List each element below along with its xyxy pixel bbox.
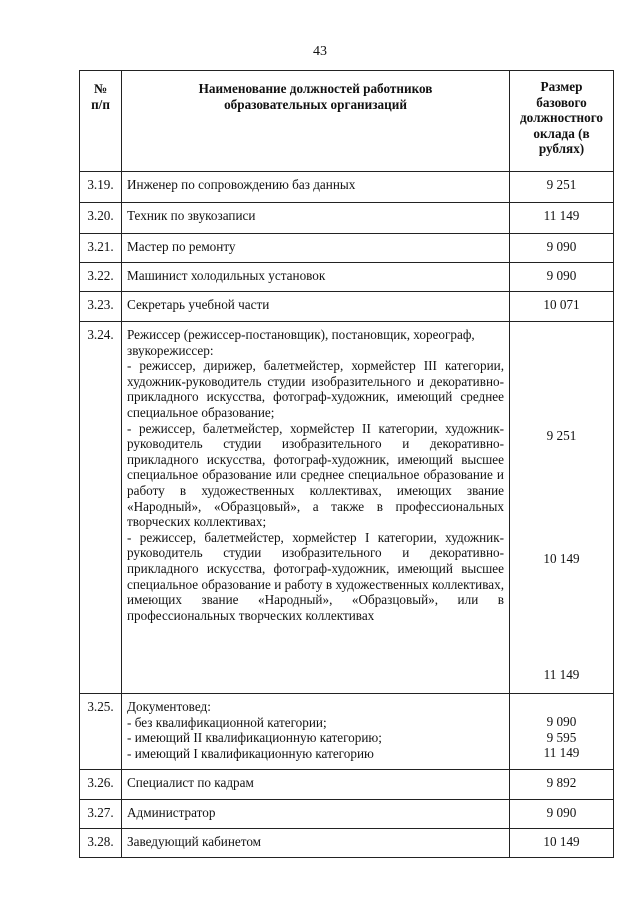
table-row [80,203,614,234]
row-item-1: - без квалификационной категории; [127,714,327,730]
row-num: 3.19. [80,172,122,203]
row-item-2: - имеющий II квалификационную категорию; [127,730,382,746]
table-row [80,263,614,292]
row-item-3: - имеющий I квалификационную категорию [127,745,374,761]
row-values-3-24 [510,322,614,694]
row-value: 11 149 [510,203,614,234]
row-value: 9 251 [510,172,614,203]
row-value: 10 149 [510,829,614,858]
row-value-3: 11 149 [543,745,580,761]
table-row [80,770,614,800]
row-num: 3.28. [80,829,122,858]
header-salary [510,71,614,172]
row-value: 9 892 [510,770,614,800]
row-value-1: 9 251 [546,428,577,443]
row-name-3-25 [122,694,510,770]
row-value-1: 9 090 [546,714,577,729]
row-item-2: - режиссер, балетмейстер, хормейстер II категории, художник-руководитель студии изобразительного и декоративно-прикладного искусства, фотограф-художник, имеющий высшее специальное образование или среднее специальное образование и работу в художественных коллективах, имеющих звание «Народный», «Образцовый», а также в профессиональных творческих коллективах; [127,420,504,530]
row-name: Секретарь учебной части [122,292,510,322]
row-value: 10 071 [510,292,614,322]
table-row-3-25 [80,694,614,770]
header-num-text: № п/п [91,81,110,112]
page-number: 43 [313,44,327,59]
table-row [80,829,614,858]
header-salary-text: Размер базового должностного оклада (в рублях) [519,79,604,157]
salary-table [79,70,614,858]
row-name: Специалист по кадрам [122,770,510,800]
row-num: 3.21. [80,234,122,263]
row-name-3-24 [122,322,510,694]
table-row-3-24 [80,322,614,694]
row-value: 9 090 [510,263,614,292]
row-values-3-25 [510,694,614,770]
header-name-text: Наименование должностей работников образовательных организаций [198,81,433,112]
row-num: 3.24. [80,322,122,694]
row-name: Мастер по ремонту [122,234,510,263]
row-value-2: 9 595 [546,729,577,745]
row-num: 3.26. [80,770,122,800]
table-row [80,292,614,322]
row-item-1: - режиссер, дирижер, балетмейстер, хормейстер III категории, художник-руководитель студии изобразительного и декоративно-прикладного искусства, фотограф-художник, имеющий среднее специальное образование; [127,358,504,420]
table-row [80,800,614,829]
row-num: 3.25. [80,694,122,770]
row-item-3: - режиссер, балетмейстер, хормейстер I категории, художник-руководитель студии изобразительного и декоративно-прикладного искусства, фотограф-художник, имеющий высшее специальное образование и работу в художественных коллективах, имеющих звание «Народный», «Образцовый», или в профессиональных творческих коллективах [127,529,504,623]
row-value-2: 10 149 [543,551,580,566]
row-intro: Режиссер (режиссер-постановщик), постановщик, хореограф, звукорежиссер: [127,327,475,358]
row-value-3: 11 149 [543,667,580,682]
row-num: 3.20. [80,203,122,234]
row-num: 3.22. [80,263,122,292]
table-row [80,234,614,263]
row-num: 3.27. [80,800,122,829]
header-name [122,71,510,172]
row-name: Инженер по сопровождению баз данных [122,172,510,203]
row-num: 3.23. [80,292,122,322]
table-row [80,172,614,203]
header-num [80,71,122,172]
table-header-row [80,71,614,172]
row-name: Техник по звукозаписи [122,203,510,234]
row-name: Машинист холодильных установок [122,263,510,292]
row-name: Заведующий кабинетом [122,829,510,858]
row-name: Администратор [122,800,510,829]
row-value: 9 090 [510,800,614,829]
row-value: 9 090 [510,234,614,263]
row-intro: Документовед: [127,699,211,714]
